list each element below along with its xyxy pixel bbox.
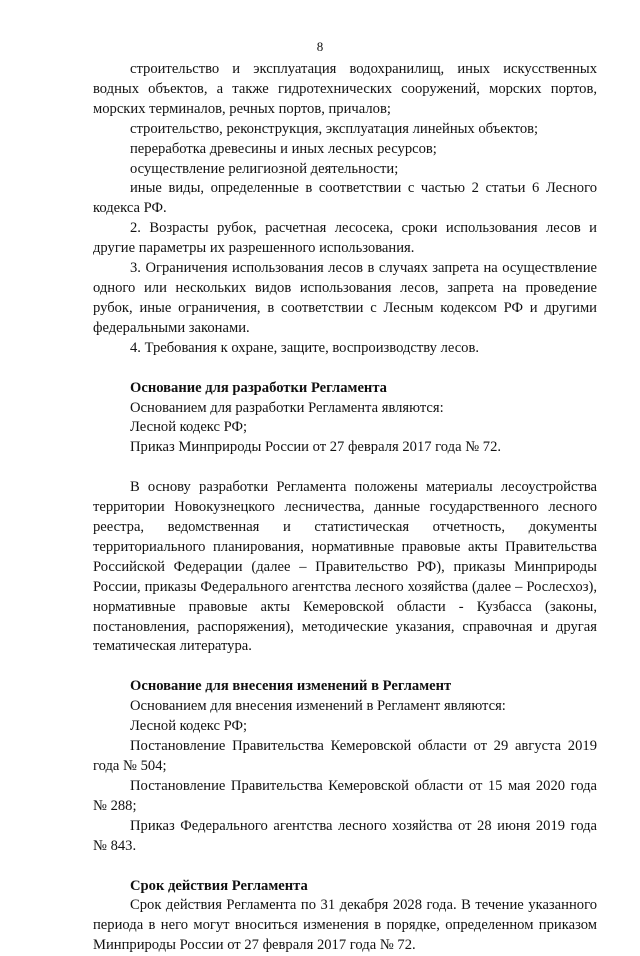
- section-heading-validity: Срок действия Регламента: [130, 877, 308, 894]
- amendment-line: Основанием для внесения изменений в Регламент являются:: [130, 698, 506, 715]
- amendment-line: Постановление Правительства Кемеровской области от 29 августа 2019 года № 504;: [93, 738, 597, 774]
- validity-paragraph: Срок действия Регламента по 31 декабря 2028 года. В течение указанного периода в него могут вноситься изменения в порядке, определенном приказом Минприроды России от 27 февраля 2017 года № 72.: [93, 897, 597, 954]
- list-item: 4. Требования к охране, защите, воспроизводству лесов.: [130, 339, 480, 356]
- list-item: 3. Ограничения использования лесов в случаях запрета на осуществление одного или нескольких видов использования лесов, запрета на проведение рубок, иные ограничения, в соответствии с Лесным кодексом РФ и другими федеральными законами.: [93, 260, 597, 336]
- list-item: строительство, реконструкция, эксплуатация линейных объектов;: [130, 120, 539, 137]
- list-item: переработка древесины и иных лесных ресурсов;: [130, 140, 437, 157]
- section-heading-basis: Основание для разработки Регламента: [130, 379, 387, 396]
- basis-paragraph: В основу разработки Регламента положены материалы лесоустройства территории Новокузнецкого лесничества, данные государственного лесного реестра, ведомственная и статистическая отчетность, документы территориального планирования, нормативные правовые акты Правительства Российской Федерации (далее – Правительство РФ), приказы Минприроды России, приказы Федерального агентства лесного хозяйства (далее – Рослесхоз), нормативные правовые акты Кемеровской области - Кузбасса (законы, постановления, распоряжения), методические указания, справочная и другая тематическая литература.: [93, 479, 597, 655]
- amendment-line: Лесной кодекс РФ;: [130, 718, 248, 735]
- basis-line: Приказ Минприроды России от 27 февраля 2017 года № 72.: [130, 439, 502, 456]
- amendment-line: Приказ Федерального агентства лесного хозяйства от 28 июня 2019 года № 843.: [93, 817, 597, 854]
- basis-line: Основанием для разработки Регламента являются:: [130, 399, 444, 416]
- list-item: 2. Возрасты рубок, расчетная лесосека, сроки использования лесов и другие параметры их разрешенного использования.: [93, 220, 597, 257]
- page-number: 8: [316, 39, 324, 54]
- list-item: иные виды, определенные в соответствии с частью 2 статьи 6 Лесного кодекса РФ.: [93, 180, 597, 217]
- list-item: осуществление религиозной деятельности;: [130, 160, 399, 177]
- section-heading-amendments: Основание для внесения изменений в Регламент: [130, 678, 452, 695]
- list-item: строительство и эксплуатация водохранилищ, иных искусственных водных объектов, а также гидротехнических сооружений, морских портов, морских терминалов, речных портов, причалов;: [93, 61, 597, 117]
- amendment-line: Постановление Правительства Кемеровской области от 15 мая 2020 года № 288;: [93, 777, 597, 814]
- basis-line: Лесной кодекс РФ;: [130, 419, 248, 436]
- document-body: [93, 60, 597, 956]
